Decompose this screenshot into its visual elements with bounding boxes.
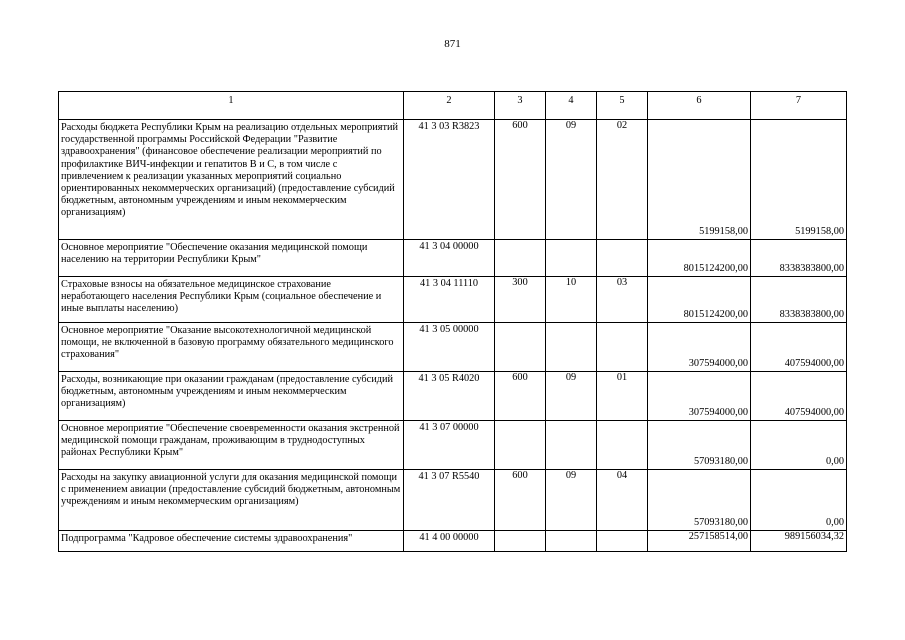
subsection: 02 <box>597 120 648 240</box>
amount-col7: 8338383800,00 <box>751 277 847 323</box>
table-row <box>59 240 847 277</box>
table-row <box>59 277 847 323</box>
amount-col6: 307594000,00 <box>648 323 751 372</box>
column-header: 3 <box>495 92 546 120</box>
section <box>546 421 597 470</box>
section: 10 <box>546 277 597 323</box>
section <box>546 240 597 277</box>
subsection: 03 <box>597 277 648 323</box>
amount-col6: 57093180,00 <box>648 421 751 470</box>
section: 09 <box>546 372 597 421</box>
amount-col7: 0,00 <box>751 470 847 531</box>
expense-type <box>495 531 546 552</box>
subsection <box>597 421 648 470</box>
column-header: 1 <box>59 92 404 120</box>
expense-type: 300 <box>495 277 546 323</box>
page-number: 871 <box>444 38 461 50</box>
classification-code: 41 3 05 R4020 <box>404 372 495 421</box>
column-header: 6 <box>648 92 751 120</box>
table-row <box>59 470 847 531</box>
expense-type: 600 <box>495 372 546 421</box>
expense-type: 600 <box>495 470 546 531</box>
subsection <box>597 323 648 372</box>
table-header-row <box>59 92 847 120</box>
amount-col7: 5199158,00 <box>751 120 847 240</box>
table-row <box>59 120 847 240</box>
table-row <box>59 323 847 372</box>
amount-col6: 8015124200,00 <box>648 240 751 277</box>
subsection <box>597 240 648 277</box>
column-header: 7 <box>751 92 847 120</box>
section <box>546 531 597 552</box>
table-row <box>59 421 847 470</box>
expense-type <box>495 323 546 372</box>
expense-name: Основное мероприятие "Оказание высокотехнологичной медицинской помощи, не включенной в базовую программу обязательного медицинского страхования" <box>59 323 404 372</box>
expense-name: Основное мероприятие "Обеспечение своевременности оказания экстренной медицинской помощи гражданам, проживающим в труднодоступных районах Республики Крым" <box>59 421 404 470</box>
classification-code: 41 3 07 00000 <box>404 421 495 470</box>
section: 09 <box>546 470 597 531</box>
amount-col6: 57093180,00 <box>648 470 751 531</box>
expense-name: Расходы, возникающие при оказании гражданам (предоставление субсидий бюджетным, автономным учреждениям и иным некоммерческим организациям) <box>59 372 404 421</box>
column-header: 2 <box>404 92 495 120</box>
expense-name: Расходы бюджета Республики Крым на реализацию отдельных мероприятий государственной программы Российской Федерации "Развитие здравоохранения" (финансовое обеспечение реализации мероприятий по профилактике ВИЧ-инфекции и гепатитов В и С, в том числе с привлечением к реализации указанных мероприятий социально ориентированных некоммерческих организаций) (предоставление субсидий бюджетным, автономным учреждениям и иным некоммерческим организациям) <box>59 120 404 240</box>
expense-name: Подпрограмма "Кадровое обеспечение системы здравоохранения" <box>59 531 404 552</box>
classification-code: 41 3 04 11110 <box>404 277 495 323</box>
subsection <box>597 531 648 552</box>
table-row <box>59 531 847 552</box>
subsection: 04 <box>597 470 648 531</box>
section <box>546 323 597 372</box>
expense-name: Расходы на закупку авиационной услуги для оказания медицинской помощи с применением авиации (предоставление субсидий бюджетным, автономным учреждениям и иным некоммерческим организациям) <box>59 470 404 531</box>
subsection: 01 <box>597 372 648 421</box>
column-header: 5 <box>597 92 648 120</box>
section: 09 <box>546 120 597 240</box>
expense-type <box>495 240 546 277</box>
amount-col7: 407594000,00 <box>751 372 847 421</box>
classification-code: 41 3 07 R5540 <box>404 470 495 531</box>
amount-col6: 8015124200,00 <box>648 277 751 323</box>
expense-type <box>495 421 546 470</box>
expense-type: 600 <box>495 120 546 240</box>
amount-col6: 5199158,00 <box>648 120 751 240</box>
table-row <box>59 372 847 421</box>
classification-code: 41 3 05 00000 <box>404 323 495 372</box>
budget-table <box>58 91 847 552</box>
amount-col7: 8338383800,00 <box>751 240 847 277</box>
column-header: 4 <box>546 92 597 120</box>
classification-code: 41 3 04 00000 <box>404 240 495 277</box>
classification-code: 41 4 00 00000 <box>404 531 495 552</box>
expense-name: Страховые взносы на обязательное медицинское страхование неработающего населения Республики Крым (социальное обеспечение и иные выплаты населению) <box>59 277 404 323</box>
amount-col6: 257158514,00 <box>648 531 751 552</box>
amount-col7: 0,00 <box>751 421 847 470</box>
amount-col7: 407594000,00 <box>751 323 847 372</box>
amount-col7: 989156034,32 <box>751 531 847 552</box>
classification-code: 41 3 03 R3823 <box>404 120 495 240</box>
amount-col6: 307594000,00 <box>648 372 751 421</box>
expense-name: Основное мероприятие "Обеспечение оказания медицинской помощи населению на территории Республики Крым" <box>59 240 404 277</box>
